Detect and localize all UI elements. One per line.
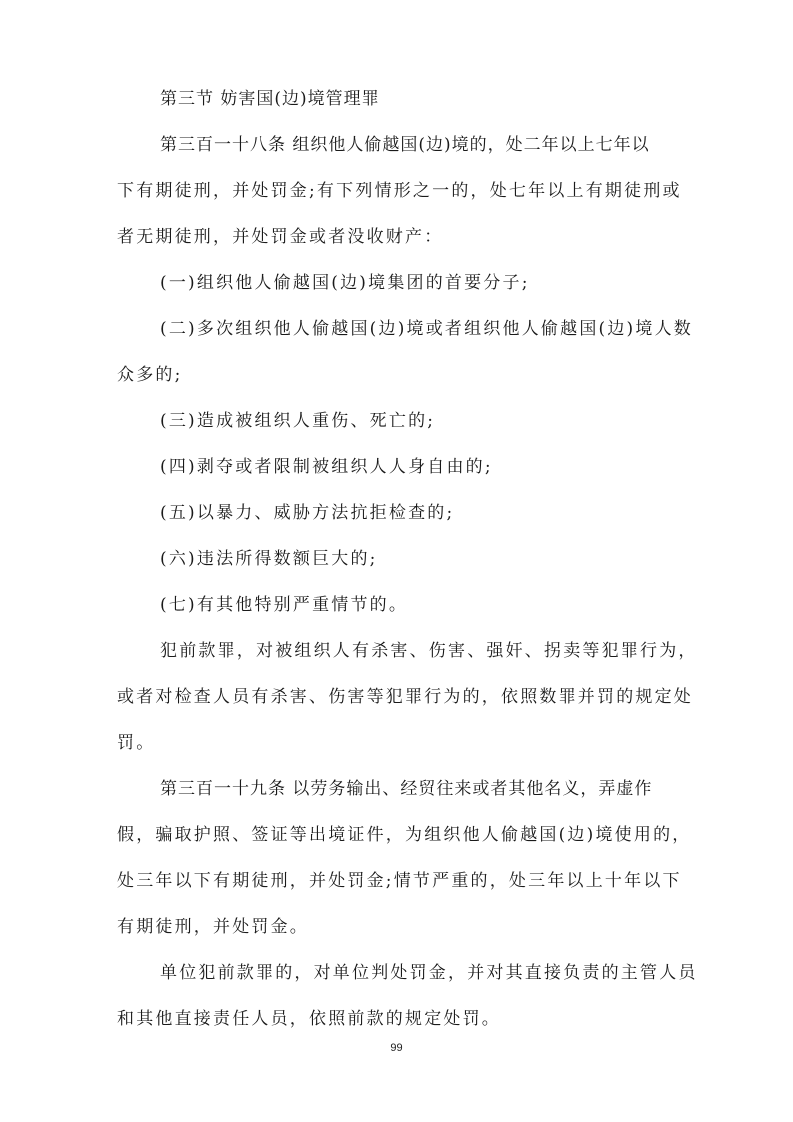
- paragraph-line: 罚。: [117, 733, 156, 753]
- article-318-line: 第三百一十八条 组织他人偷越国(边)境的，处二年以上七年以: [160, 135, 650, 155]
- article-318-line: 下有期徒刑，并处罚金;有下列情形之一的，处七年以上有期徒刑或: [117, 181, 682, 201]
- article-318-line: 者无期徒刑，并处罚金或者没收财产：: [117, 227, 444, 247]
- article-319-line: 假，骗取护照、签证等出境证件，为组织他人偷越国(边)境使用的，: [117, 825, 692, 845]
- list-item-5: (五)以暴力、威胁方法抗拒检查的;: [160, 503, 455, 523]
- list-item-6: (六)违法所得数额巨大的;: [160, 549, 378, 569]
- paragraph-line: 犯前款罪，对被组织人有杀害、伤害、强奸、拐卖等犯罪行为，: [160, 641, 698, 661]
- page-number: 99: [390, 1042, 403, 1054]
- paragraph-line: 和其他直接责任人员，依照前款的规定处罚。: [117, 1009, 501, 1029]
- list-item-2: (二)多次组织他人偷越国(边)境或者组织他人偷越国(边)境人数: [160, 319, 693, 339]
- list-item-7: (七)有其他特别严重情节的。: [160, 595, 409, 615]
- article-319: [117, 776, 692, 940]
- article-318: [117, 132, 680, 250]
- section-title: 第三节 妨害国(边)境管理罪: [160, 89, 380, 109]
- list-item-2-cont: 众多的;: [117, 365, 183, 385]
- paragraph-line: 或者对检查人员有杀害、伤害等犯罪行为的，依照数罪并罚的规定处: [117, 687, 693, 707]
- article-319-line: 有期徒刑，并处罚金。: [117, 917, 309, 937]
- article-319-paragraph-2: [117, 960, 698, 1032]
- article-318-paragraph-2: [117, 638, 698, 756]
- list-item-3: (三)造成被组织人重伤、死亡的;: [160, 411, 436, 431]
- article-318-items: [117, 270, 693, 618]
- article-319-line: 处三年以下有期徒刑，并处罚金;情节严重的，处三年以上十年以下: [117, 871, 682, 891]
- document-body: [117, 86, 698, 1032]
- list-item-1: (一)组织他人偷越国(边)境集团的首要分子;: [160, 273, 530, 293]
- list-item-4: (四)剥夺或者限制被组织人人身自由的;: [160, 457, 493, 477]
- article-319-line: 第三百一十九条 以劳务输出、经贸往来或者其他名义，弄虚作: [160, 779, 653, 799]
- paragraph-line: 单位犯前款罪的，对单位判处罚金，并对其直接负责的主管人员: [160, 963, 698, 983]
